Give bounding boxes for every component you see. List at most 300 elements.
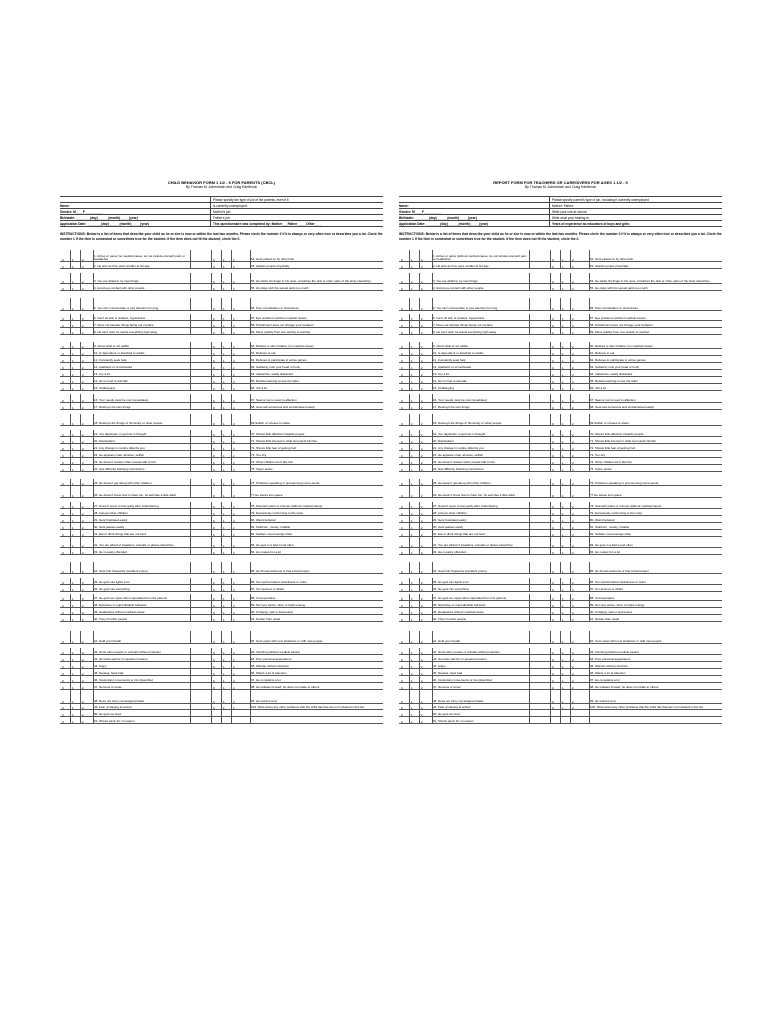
teacher-score-option[interactable]: 1 xyxy=(562,280,564,284)
parent-score-option[interactable]: 1 xyxy=(72,570,74,574)
parent-score-option[interactable]: 2 xyxy=(233,387,235,391)
teacher-score-option[interactable]: 0 xyxy=(401,352,403,356)
parent-score-option[interactable]: 0 xyxy=(62,512,64,516)
parent-score-option[interactable]: 1 xyxy=(223,665,225,669)
teacher-score-option[interactable]: 2 xyxy=(421,440,423,444)
teacher-score-option[interactable]: 2 xyxy=(572,280,574,284)
parent-score-option[interactable]: 1 xyxy=(72,331,74,335)
parent-score-option[interactable]: 0 xyxy=(213,544,215,548)
teacher-score-option[interactable]: 2 xyxy=(421,433,423,437)
teacher-score-option[interactable]: 1 xyxy=(562,324,564,328)
teacher-score-option[interactable]: 1 xyxy=(411,700,413,704)
parent-score-option[interactable]: 0 xyxy=(62,454,64,458)
parent-score-option[interactable]: 0 xyxy=(62,366,64,370)
parent-score-option[interactable]: 0 xyxy=(62,544,64,548)
parent-score-option[interactable]: 1 xyxy=(72,433,74,437)
parent-score-option[interactable]: 0 xyxy=(62,597,64,601)
parent-score-option[interactable]: 1 xyxy=(72,399,74,403)
teacher-score-option[interactable]: 0 xyxy=(401,258,403,262)
parent-score-option[interactable]: 1 xyxy=(72,494,74,498)
teacher-score-option[interactable]: 2 xyxy=(421,494,423,498)
teacher-score-option[interactable]: 0 xyxy=(552,672,554,676)
teacher-score-option[interactable]: 0 xyxy=(552,433,554,437)
teacher-score-option[interactable]: 0 xyxy=(552,317,554,321)
parent-score-option[interactable]: 2 xyxy=(233,618,235,622)
teacher-score-option[interactable]: 1 xyxy=(411,258,413,262)
parent-score-option[interactable]: 2 xyxy=(82,544,84,548)
parent-score-option[interactable]: 0 xyxy=(213,672,215,676)
parent-score-option[interactable]: 2 xyxy=(233,345,235,349)
teacher-score-option[interactable]: 1 xyxy=(411,588,413,592)
parent-score-option[interactable]: 0 xyxy=(213,387,215,391)
parent-score-option[interactable]: 2 xyxy=(82,373,84,377)
teacher-score-option[interactable]: 1 xyxy=(562,387,564,391)
teacher-score-option[interactable]: 0 xyxy=(552,706,554,710)
teacher-score-option[interactable]: 1 xyxy=(411,317,413,321)
parent-score-option[interactable]: 2 xyxy=(233,280,235,284)
parent-score-option[interactable]: 2 xyxy=(233,359,235,363)
parent-score-option[interactable]: 1 xyxy=(223,447,225,451)
parent-score-option[interactable]: 0 xyxy=(213,280,215,284)
parent-score-option[interactable]: 0 xyxy=(213,359,215,363)
teacher-score-option[interactable]: 0 xyxy=(552,505,554,509)
parent-score-option[interactable]: 2 xyxy=(82,380,84,384)
teacher-score-option[interactable]: 1 xyxy=(411,651,413,655)
parent-score-option[interactable]: 0 xyxy=(213,287,215,291)
parent-score-option[interactable]: 2 xyxy=(233,533,235,537)
teacher-score-option[interactable]: 2 xyxy=(572,570,574,574)
teacher-score-option[interactable]: 0 xyxy=(552,679,554,683)
parent-score-option[interactable]: 0 xyxy=(62,265,64,269)
parent-score-option[interactable]: 0 xyxy=(62,373,64,377)
teacher-score-option[interactable]: 1 xyxy=(411,345,413,349)
parent-score-option[interactable]: 1 xyxy=(223,399,225,403)
teacher-score-option[interactable]: 1 xyxy=(411,307,413,311)
parent-score-option[interactable]: 0 xyxy=(213,597,215,601)
teacher-score-option[interactable]: 1 xyxy=(411,658,413,662)
teacher-score-option[interactable]: 0 xyxy=(552,468,554,472)
parent-score-option[interactable]: 1 xyxy=(72,345,74,349)
parent-score-option[interactable]: 2 xyxy=(233,679,235,683)
parent-score-option[interactable]: 0 xyxy=(213,331,215,335)
parent-score-option[interactable]: 1 xyxy=(223,258,225,262)
parent-score-option[interactable]: 2 xyxy=(82,551,84,555)
teacher-score-option[interactable]: 2 xyxy=(421,720,423,724)
teacher-score-option[interactable]: 1 xyxy=(411,366,413,370)
teacher-score-option[interactable]: 0 xyxy=(401,345,403,349)
teacher-score-option[interactable]: 0 xyxy=(401,387,403,391)
parent-score-option[interactable]: 1 xyxy=(223,307,225,311)
teacher-score-option[interactable]: 2 xyxy=(572,581,574,585)
parent-score-option[interactable]: 1 xyxy=(223,672,225,676)
teacher-score-option[interactable]: 2 xyxy=(572,512,574,516)
parent-score-option[interactable]: 1 xyxy=(223,406,225,410)
parent-score-option[interactable]: 0 xyxy=(62,280,64,284)
parent-score-option[interactable]: 2 xyxy=(233,447,235,451)
teacher-score-option[interactable]: 2 xyxy=(421,597,423,601)
parent-score-option[interactable]: 0 xyxy=(62,581,64,585)
teacher-score-option[interactable]: 0 xyxy=(401,658,403,662)
teacher-score-option[interactable]: 1 xyxy=(411,422,413,426)
parent-score-option[interactable]: 1 xyxy=(223,287,225,291)
parent-score-option[interactable]: 1 xyxy=(72,706,74,710)
parent-score-option[interactable]: 2 xyxy=(82,454,84,458)
teacher-score-option[interactable]: 0 xyxy=(552,287,554,291)
teacher-score-option[interactable]: 0 xyxy=(401,307,403,311)
parent-score-option[interactable]: 0 xyxy=(62,287,64,291)
teacher-score-option[interactable]: 0 xyxy=(552,494,554,498)
parent-score-option[interactable]: 2 xyxy=(233,611,235,615)
teacher-score-option[interactable]: 2 xyxy=(421,618,423,622)
teacher-score-option[interactable]: 1 xyxy=(411,640,413,644)
teacher-score-option[interactable]: 0 xyxy=(401,454,403,458)
parent-score-option[interactable]: 0 xyxy=(62,706,64,710)
parent-score-option[interactable]: 0 xyxy=(213,679,215,683)
parent-score-option[interactable]: 0 xyxy=(213,512,215,516)
teacher-score-option[interactable]: 1 xyxy=(562,597,564,601)
parent-score-option[interactable]: 1 xyxy=(72,468,74,472)
teacher-score-option[interactable]: 1 xyxy=(562,665,564,669)
teacher-score-option[interactable]: 1 xyxy=(562,651,564,655)
parent-score-option[interactable]: 2 xyxy=(82,482,84,486)
parent-score-option[interactable]: 0 xyxy=(213,373,215,377)
parent-score-option[interactable]: 2 xyxy=(233,433,235,437)
parent-score-option[interactable]: 0 xyxy=(62,307,64,311)
parent-score-option[interactable]: 2 xyxy=(233,380,235,384)
parent-score-option[interactable]: 0 xyxy=(62,665,64,669)
teacher-score-option[interactable]: 2 xyxy=(572,494,574,498)
teacher-score-option[interactable]: 0 xyxy=(401,720,403,724)
parent-score-option[interactable]: 2 xyxy=(82,317,84,321)
teacher-score-option[interactable]: 2 xyxy=(421,280,423,284)
parent-score-option[interactable]: 1 xyxy=(223,433,225,437)
teacher-score-option[interactable]: 1 xyxy=(411,713,413,717)
teacher-score-option[interactable]: 1 xyxy=(562,588,564,592)
teacher-score-option[interactable]: 2 xyxy=(421,672,423,676)
teacher-score-option[interactable]: 0 xyxy=(552,307,554,311)
parent-score-option[interactable]: 0 xyxy=(213,307,215,311)
teacher-score-option[interactable]: 2 xyxy=(421,570,423,574)
teacher-score-option[interactable]: 1 xyxy=(562,505,564,509)
parent-score-option[interactable]: 1 xyxy=(223,280,225,284)
teacher-score-option[interactable]: 0 xyxy=(401,679,403,683)
teacher-score-option[interactable]: 2 xyxy=(572,422,574,426)
teacher-score-option[interactable]: 0 xyxy=(552,258,554,262)
parent-score-option[interactable]: 1 xyxy=(223,422,225,426)
teacher-score-option[interactable]: 1 xyxy=(411,611,413,615)
parent-score-option[interactable]: 2 xyxy=(233,640,235,644)
parent-score-option[interactable]: 1 xyxy=(72,422,74,426)
parent-score-option[interactable]: 0 xyxy=(62,482,64,486)
teacher-score-option[interactable]: 2 xyxy=(572,597,574,601)
parent-score-option[interactable]: 0 xyxy=(213,686,215,690)
teacher-score-option[interactable]: 0 xyxy=(401,597,403,601)
parent-score-option[interactable]: 0 xyxy=(62,679,64,683)
teacher-score-option[interactable]: 1 xyxy=(562,519,564,523)
teacher-score-option[interactable]: 2 xyxy=(572,258,574,262)
teacher-score-option[interactable]: 1 xyxy=(411,672,413,676)
parent-score-option[interactable]: 0 xyxy=(62,588,64,592)
parent-score-option[interactable]: 2 xyxy=(82,713,84,717)
teacher-score-option[interactable]: 2 xyxy=(572,366,574,370)
parent-score-option[interactable]: 0 xyxy=(213,533,215,537)
teacher-score-option[interactable]: 1 xyxy=(562,380,564,384)
parent-score-option[interactable]: 2 xyxy=(82,440,84,444)
parent-score-option[interactable]: 1 xyxy=(72,533,74,537)
teacher-score-option[interactable]: 1 xyxy=(562,570,564,574)
parent-score-option[interactable]: 1 xyxy=(72,713,74,717)
parent-score-option[interactable]: 0 xyxy=(213,380,215,384)
teacher-score-option[interactable]: 2 xyxy=(572,604,574,608)
teacher-score-option[interactable]: 1 xyxy=(411,570,413,574)
parent-score-option[interactable]: 1 xyxy=(223,454,225,458)
teacher-score-option[interactable]: 2 xyxy=(421,461,423,465)
parent-score-option[interactable]: 2 xyxy=(233,494,235,498)
teacher-score-option[interactable]: 1 xyxy=(411,287,413,291)
teacher-score-option[interactable]: 2 xyxy=(572,544,574,548)
parent-score-option[interactable]: 0 xyxy=(213,526,215,530)
parent-score-option[interactable]: 0 xyxy=(62,461,64,465)
parent-score-option[interactable]: 1 xyxy=(72,544,74,548)
teacher-score-option[interactable]: 1 xyxy=(562,317,564,321)
parent-score-option[interactable]: 1 xyxy=(223,597,225,601)
parent-score-option[interactable]: 2 xyxy=(82,618,84,622)
parent-score-option[interactable]: 1 xyxy=(72,482,74,486)
teacher-score-option[interactable]: 1 xyxy=(411,468,413,472)
teacher-score-option[interactable]: 0 xyxy=(401,526,403,530)
parent-score-option[interactable]: 2 xyxy=(233,658,235,662)
parent-score-option[interactable]: 2 xyxy=(82,679,84,683)
teacher-score-option[interactable]: 2 xyxy=(572,651,574,655)
parent-score-option[interactable]: 2 xyxy=(233,422,235,426)
parent-score-option[interactable]: 2 xyxy=(82,672,84,676)
parent-score-option[interactable]: 0 xyxy=(62,651,64,655)
parent-score-option[interactable]: 1 xyxy=(72,597,74,601)
teacher-score-option[interactable]: 2 xyxy=(572,345,574,349)
parent-score-option[interactable]: 2 xyxy=(82,651,84,655)
parent-score-option[interactable]: 1 xyxy=(223,345,225,349)
parent-score-option[interactable]: 2 xyxy=(82,720,84,724)
parent-score-option[interactable]: 2 xyxy=(233,588,235,592)
parent-score-option[interactable]: 0 xyxy=(213,399,215,403)
teacher-score-option[interactable]: 0 xyxy=(552,461,554,465)
teacher-score-option[interactable]: 1 xyxy=(562,658,564,662)
teacher-score-option[interactable]: 0 xyxy=(552,597,554,601)
parent-score-option[interactable]: 2 xyxy=(82,399,84,403)
parent-score-option[interactable]: 0 xyxy=(213,604,215,608)
teacher-score-option[interactable]: 1 xyxy=(411,581,413,585)
parent-score-option[interactable]: 2 xyxy=(82,352,84,356)
parent-score-option[interactable]: 0 xyxy=(213,352,215,356)
parent-score-option[interactable]: 0 xyxy=(62,422,64,426)
teacher-score-option[interactable]: 0 xyxy=(552,700,554,704)
teacher-score-option[interactable]: 1 xyxy=(562,551,564,555)
parent-score-option[interactable]: 0 xyxy=(213,618,215,622)
parent-score-option[interactable]: 2 xyxy=(233,604,235,608)
teacher-score-option[interactable]: 0 xyxy=(401,331,403,335)
parent-score-option[interactable]: 2 xyxy=(82,406,84,410)
parent-score-option[interactable]: 1 xyxy=(72,505,74,509)
parent-score-option[interactable]: 2 xyxy=(82,686,84,690)
teacher-score-option[interactable]: 0 xyxy=(552,588,554,592)
teacher-score-option[interactable]: 2 xyxy=(421,706,423,710)
teacher-score-option[interactable]: 0 xyxy=(401,618,403,622)
parent-score-option[interactable]: 1 xyxy=(72,447,74,451)
parent-score-option[interactable]: 0 xyxy=(213,700,215,704)
teacher-score-option[interactable]: 2 xyxy=(421,468,423,472)
parent-score-option[interactable]: 2 xyxy=(233,366,235,370)
parent-score-option[interactable]: 0 xyxy=(213,482,215,486)
teacher-score-option[interactable]: 2 xyxy=(421,551,423,555)
teacher-score-option[interactable]: 1 xyxy=(411,720,413,724)
parent-score-option[interactable]: 1 xyxy=(223,618,225,622)
teacher-score-option[interactable]: 0 xyxy=(401,287,403,291)
teacher-score-option[interactable]: 1 xyxy=(411,324,413,328)
parent-score-option[interactable]: 0 xyxy=(213,366,215,370)
teacher-score-option[interactable]: 2 xyxy=(421,366,423,370)
teacher-score-option[interactable]: 2 xyxy=(421,581,423,585)
parent-score-option[interactable]: 0 xyxy=(213,706,215,710)
parent-score-option[interactable]: 2 xyxy=(233,399,235,403)
parent-score-option[interactable]: 1 xyxy=(72,258,74,262)
teacher-score-option[interactable]: 1 xyxy=(411,433,413,437)
teacher-score-option[interactable]: 1 xyxy=(411,280,413,284)
teacher-score-option[interactable]: 2 xyxy=(421,700,423,704)
parent-score-option[interactable]: 1 xyxy=(223,581,225,585)
parent-score-option[interactable]: 0 xyxy=(213,406,215,410)
parent-score-option[interactable]: 2 xyxy=(82,505,84,509)
teacher-score-option[interactable]: 2 xyxy=(421,526,423,530)
parent-score-option[interactable]: 1 xyxy=(72,280,74,284)
teacher-score-option[interactable]: 1 xyxy=(562,526,564,530)
parent-score-option[interactable]: 0 xyxy=(62,399,64,403)
teacher-score-option[interactable]: 2 xyxy=(421,447,423,451)
parent-score-option[interactable]: 2 xyxy=(82,345,84,349)
teacher-score-option[interactable]: 2 xyxy=(572,551,574,555)
teacher-score-option[interactable]: 2 xyxy=(572,287,574,291)
teacher-score-option[interactable]: 0 xyxy=(401,706,403,710)
teacher-score-option[interactable]: 0 xyxy=(401,422,403,426)
teacher-score-option[interactable]: 2 xyxy=(421,713,423,717)
parent-score-option[interactable]: 1 xyxy=(223,658,225,662)
teacher-score-option[interactable]: 0 xyxy=(552,581,554,585)
parent-score-option[interactable]: 0 xyxy=(213,345,215,349)
teacher-score-option[interactable]: 2 xyxy=(572,618,574,622)
parent-score-option[interactable]: 0 xyxy=(213,447,215,451)
parent-score-option[interactable]: 2 xyxy=(233,512,235,516)
parent-score-option[interactable]: 2 xyxy=(82,640,84,644)
parent-score-option[interactable]: 2 xyxy=(82,324,84,328)
parent-score-option[interactable]: 1 xyxy=(223,651,225,655)
teacher-score-option[interactable]: 1 xyxy=(562,618,564,622)
parent-score-option[interactable]: 2 xyxy=(233,454,235,458)
parent-score-option[interactable]: 0 xyxy=(62,533,64,537)
parent-score-option[interactable]: 0 xyxy=(213,324,215,328)
teacher-score-option[interactable]: 0 xyxy=(401,380,403,384)
parent-score-option[interactable]: 0 xyxy=(213,494,215,498)
parent-score-option[interactable]: 2 xyxy=(82,611,84,615)
parent-score-option[interactable]: 1 xyxy=(223,686,225,690)
parent-score-option[interactable]: 1 xyxy=(223,551,225,555)
parent-score-option[interactable]: 2 xyxy=(233,570,235,574)
parent-score-option[interactable]: 1 xyxy=(223,440,225,444)
teacher-score-option[interactable]: 1 xyxy=(411,512,413,516)
parent-score-option[interactable]: 2 xyxy=(233,406,235,410)
teacher-score-option[interactable]: 2 xyxy=(421,258,423,262)
teacher-score-option[interactable]: 2 xyxy=(421,331,423,335)
teacher-score-option[interactable]: 0 xyxy=(552,440,554,444)
teacher-score-option[interactable]: 0 xyxy=(552,380,554,384)
teacher-score-option[interactable]: 0 xyxy=(401,533,403,537)
teacher-score-option[interactable]: 0 xyxy=(552,399,554,403)
parent-score-option[interactable]: 1 xyxy=(72,440,74,444)
parent-score-option[interactable]: 2 xyxy=(233,544,235,548)
teacher-score-option[interactable]: 1 xyxy=(562,331,564,335)
teacher-score-option[interactable]: 2 xyxy=(421,352,423,356)
teacher-score-option[interactable]: 1 xyxy=(562,611,564,615)
parent-score-option[interactable]: 1 xyxy=(223,611,225,615)
parent-score-option[interactable]: 0 xyxy=(62,611,64,615)
teacher-score-option[interactable]: 0 xyxy=(552,658,554,662)
teacher-score-option[interactable]: 1 xyxy=(411,665,413,669)
parent-score-option[interactable]: 0 xyxy=(213,665,215,669)
teacher-score-option[interactable]: 2 xyxy=(421,317,423,321)
parent-score-option[interactable]: 1 xyxy=(223,519,225,523)
parent-score-option[interactable]: 1 xyxy=(223,352,225,356)
parent-score-option[interactable]: 1 xyxy=(223,679,225,683)
teacher-score-option[interactable]: 1 xyxy=(562,544,564,548)
teacher-score-option[interactable]: 1 xyxy=(411,686,413,690)
teacher-score-option[interactable]: 1 xyxy=(562,512,564,516)
teacher-score-option[interactable]: 1 xyxy=(411,551,413,555)
teacher-score-option[interactable]: 1 xyxy=(411,380,413,384)
teacher-score-option[interactable]: 0 xyxy=(401,440,403,444)
parent-score-option[interactable]: 0 xyxy=(213,317,215,321)
teacher-score-option[interactable]: 2 xyxy=(421,611,423,615)
parent-score-option[interactable]: 1 xyxy=(72,551,74,555)
parent-score-option[interactable]: 1 xyxy=(72,679,74,683)
parent-score-option[interactable]: 0 xyxy=(213,265,215,269)
parent-score-option[interactable]: 1 xyxy=(72,352,74,356)
teacher-score-option[interactable]: 1 xyxy=(562,265,564,269)
teacher-score-option[interactable]: 2 xyxy=(421,399,423,403)
parent-score-option[interactable]: 2 xyxy=(82,387,84,391)
parent-score-option[interactable]: 2 xyxy=(82,287,84,291)
parent-score-option[interactable]: 0 xyxy=(213,422,215,426)
teacher-score-option[interactable]: 0 xyxy=(401,581,403,585)
parent-score-option[interactable]: 1 xyxy=(223,324,225,328)
teacher-score-option[interactable]: 0 xyxy=(552,454,554,458)
parent-score-option[interactable]: 0 xyxy=(213,468,215,472)
parent-score-option[interactable]: 0 xyxy=(62,317,64,321)
parent-score-option[interactable]: 2 xyxy=(82,258,84,262)
parent-score-option[interactable]: 2 xyxy=(233,686,235,690)
parent-score-option[interactable]: 2 xyxy=(82,519,84,523)
teacher-score-option[interactable]: 2 xyxy=(572,380,574,384)
parent-score-option[interactable]: 2 xyxy=(82,597,84,601)
teacher-score-option[interactable]: 2 xyxy=(572,700,574,704)
teacher-score-option[interactable]: 2 xyxy=(572,526,574,530)
teacher-score-option[interactable]: 2 xyxy=(572,352,574,356)
parent-score-option[interactable]: 1 xyxy=(223,700,225,704)
teacher-score-option[interactable]: 2 xyxy=(572,588,574,592)
parent-score-option[interactable]: 1 xyxy=(223,380,225,384)
parent-score-option[interactable]: 1 xyxy=(223,331,225,335)
teacher-score-option[interactable]: 1 xyxy=(562,706,564,710)
teacher-score-option[interactable]: 1 xyxy=(562,352,564,356)
teacher-score-option[interactable]: 1 xyxy=(411,440,413,444)
teacher-score-option[interactable]: 2 xyxy=(572,331,574,335)
